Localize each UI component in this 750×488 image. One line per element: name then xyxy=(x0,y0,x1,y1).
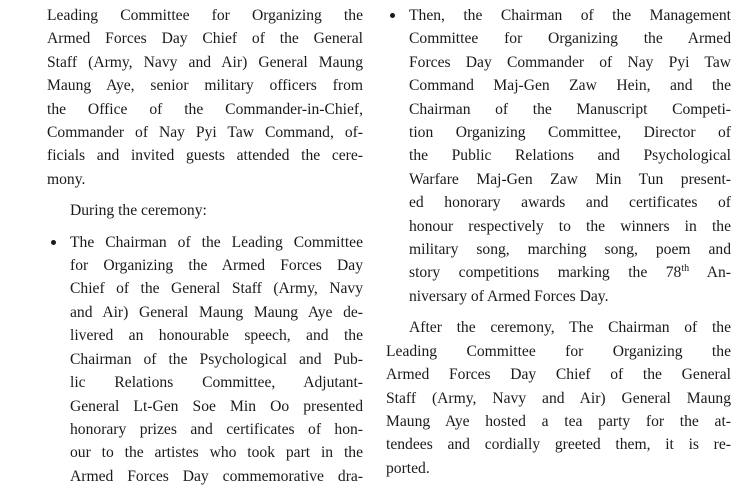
text-fragment: An- xyxy=(689,264,731,282)
text-line: tendees and cordially greeted them, it is re- xyxy=(386,436,731,454)
bullet-icon xyxy=(51,240,56,245)
text-line: honour respectively to the winners in the xyxy=(409,217,731,235)
text-line: for Organizing the Armed Forces Day xyxy=(70,257,363,275)
text-line: lic Relations Committee, Adjutant- xyxy=(70,374,363,392)
text-line: Warfare Maj-Gen Zaw Min Tun present- xyxy=(409,170,731,188)
text-line: Staff (Army, Navy and Air) General Maung xyxy=(47,53,363,71)
text-fragment: story competitions marking the 78 xyxy=(409,264,682,282)
text-line: Armed Forces Day commemorative dra- xyxy=(70,467,363,485)
text-line: The Chairman of the Leading Committee xyxy=(70,233,363,251)
text-line: Forces Day Commander of Nay Pyi Taw xyxy=(409,53,731,71)
text-line: Staff (Army, Navy and Air) General Maung xyxy=(386,389,731,407)
text-line: Leading Committee for Organizing the xyxy=(386,342,731,360)
text-line: Chairman of the Psychological and Pub- xyxy=(70,350,363,368)
text-line: and Air) General Maung Maung Aye de- xyxy=(70,303,363,321)
ceremony-heading: During the ceremony: xyxy=(70,202,207,220)
right-column xyxy=(386,4,731,480)
text-line: our to the artistes who took part in the xyxy=(70,444,363,462)
text-line: Armed Forces Day Chief of the General xyxy=(386,366,731,384)
text-line: ed honorary awards and certificates of xyxy=(409,194,731,212)
text-line: livered an honourable speech, and the xyxy=(70,327,363,345)
intro-paragraph xyxy=(47,4,363,191)
text-line: Chief of the General Staff (Army, Navy xyxy=(70,280,363,298)
text-line: military song, marching song, poem and xyxy=(409,241,731,259)
text-line: ficials and invited guests attended the cere- xyxy=(47,147,363,165)
text-line: the Office of the Commander-in-Chief, xyxy=(47,100,363,118)
text-line: Then, the Chairman of the Management xyxy=(409,7,731,24)
text-line: Leading Committee for Organizing the xyxy=(47,7,363,24)
text-line: General Lt-Gen Soe Min Oo presented xyxy=(70,397,363,415)
text-line: Command Maj-Gen Zaw Hein, and the xyxy=(409,77,731,95)
closing-paragraph xyxy=(386,316,731,480)
left-column xyxy=(47,4,363,488)
text-line: Chairman of the Manuscript Competi- xyxy=(409,100,731,118)
text-line: ported. xyxy=(386,459,430,477)
text-line: tion Organizing Committee, Director of xyxy=(409,124,731,142)
text-line: Committee for Organizing the Armed xyxy=(409,30,731,48)
bullet-icon xyxy=(390,13,395,18)
text-line: Maung Aye, senior military officers from xyxy=(47,77,363,95)
bullet-item-awards xyxy=(386,4,731,308)
text-line: Commander of Nay Pyi Taw Command, of- xyxy=(47,124,363,142)
text-line: Armed Forces Day Chief of the General xyxy=(47,30,363,48)
text-line: Maung Aye hosted a tea party for the at- xyxy=(386,412,731,430)
text-line: niversary of Armed Forces Day. xyxy=(409,287,609,305)
bullet-item-speech xyxy=(47,231,363,488)
text-line: the Public Relations and Psychological xyxy=(409,147,731,165)
ordinal-superscript: th xyxy=(681,263,690,275)
text-line: After the ceremony, The Chairman of the xyxy=(409,319,731,337)
text-line: mony. xyxy=(47,170,86,188)
text-line xyxy=(386,261,731,284)
text-line: honorary prizes and certificates of hon- xyxy=(70,420,363,438)
